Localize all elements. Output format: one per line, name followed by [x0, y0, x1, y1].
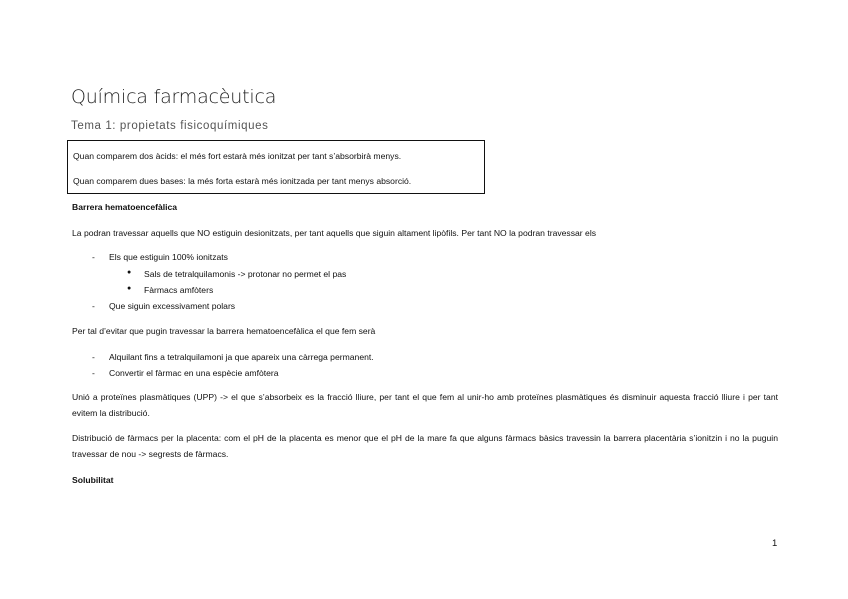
list-item: Alquilant fins a tetralquilamoni ja que apareix una càrrega permanent.	[109, 352, 374, 362]
list-dash: -	[92, 301, 95, 311]
box-line-bases: Quan comparem dues bases: la més forta estarà més ionitzada per tant menys absorció.	[73, 176, 412, 186]
list-subitem: Sals de tetralquilamonis -> protonar no permet el pas	[144, 269, 347, 279]
highlight-box	[67, 140, 485, 194]
paragraph-evitar: Per tal d’evitar que pugin travessar la barrera hematoencefàlica el que fem serà	[72, 326, 376, 336]
paragraph-upp: Unió a proteïnes plasmàtiques (UPP) -> el que s’absorbeix es la fracció lliure, per tant el que fem al unir-ho amb proteïnes plasmàtiques és disminuir aquesta fracció lliure i per tant evitem la distribució.	[72, 392, 778, 418]
list-dash: -	[92, 252, 95, 262]
bullet-icon: ●	[127, 269, 132, 276]
box-line-acids: Quan comparem dos àcids: el més fort estarà més ionitzat per tant s’absorbirà menys.	[73, 151, 402, 161]
list-dash: -	[92, 368, 95, 378]
page-title: Química farmacèutica	[71, 86, 277, 108]
list-item: Convertir el fàrmac en una espècie amfòtera	[109, 368, 279, 378]
page-subtitle: Tema 1: propietats fisicoquímiques	[71, 120, 269, 132]
section-heading-solubilitat: Solubilitat	[72, 475, 114, 485]
page-number: 1	[772, 538, 778, 549]
list-item: Que siguin excessivament polars	[109, 301, 236, 311]
list-dash: -	[92, 352, 95, 362]
paragraph-placenta: Distribució de fàrmacs per la placenta: com el pH de la placenta es menor que el pH de la mare fa que alguns fàrmacs bàsics travessin la barrera placentària s’ionitzin i no la puguin travessar de nou -> segrests de fàrmacs.	[72, 433, 778, 459]
list-subitem: Fàrmacs amfòters	[144, 285, 214, 295]
list-item: Els que estiguin 100% ionitzats	[109, 252, 228, 262]
paragraph-barrera: La podran travessar aquells que NO estiguin desionitzats, per tant aquells que siguin altament lipòfils. Per tant NO la podran travessar els	[72, 228, 597, 238]
section-heading-barrera: Barrera hematoencefàlica	[72, 202, 178, 212]
bullet-icon: ●	[127, 285, 132, 292]
